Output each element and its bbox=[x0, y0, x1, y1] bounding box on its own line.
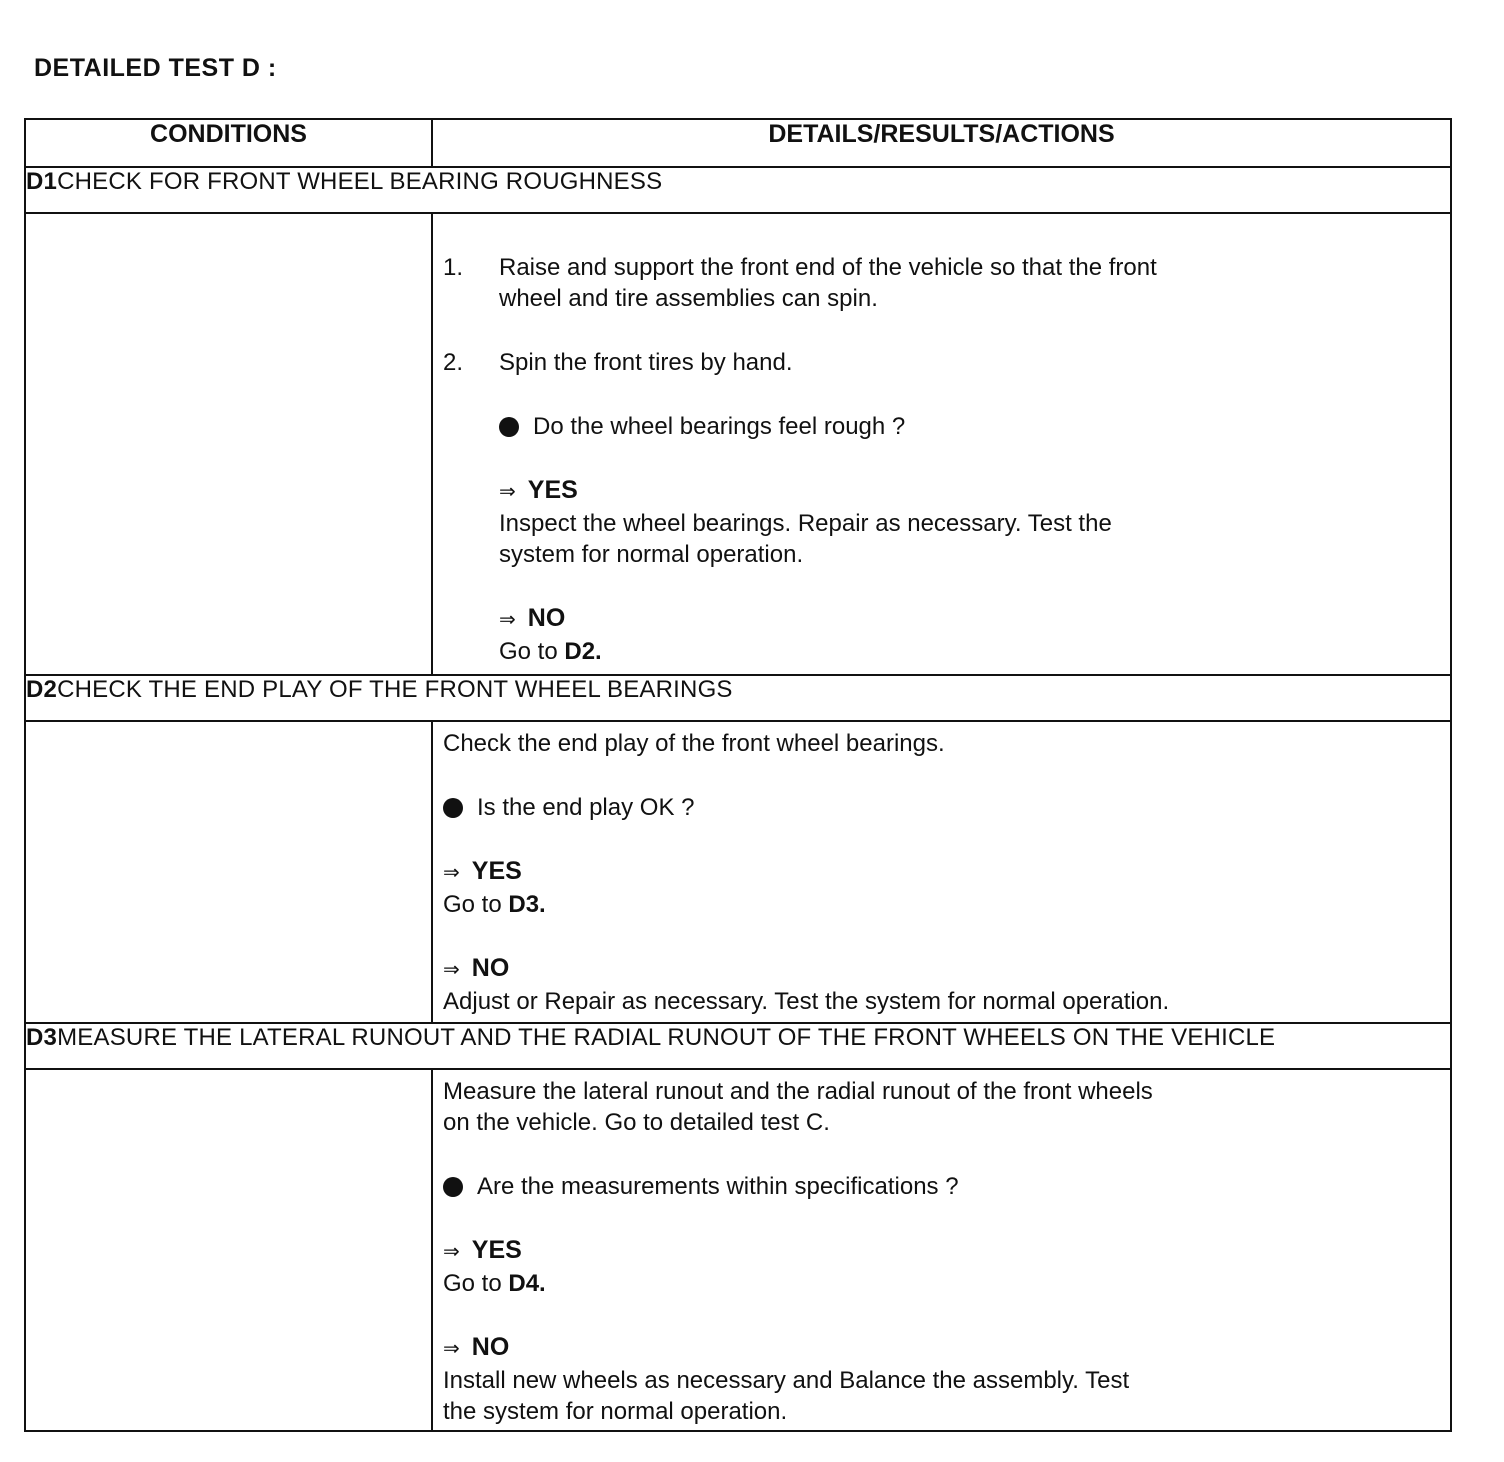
instruction-text: on the vehicle. Go to detailed test C. bbox=[443, 1109, 830, 1136]
no-action: Install new wheels as necessary and Balance the assembly. Test bbox=[443, 1367, 1130, 1394]
question bbox=[443, 792, 1440, 823]
question bbox=[499, 411, 1440, 442]
no-action: the system for normal operation. bbox=[443, 1398, 788, 1425]
step-title: CHECK FOR FRONT WHEEL BEARING ROUGHNESS bbox=[57, 168, 663, 195]
test-table bbox=[24, 118, 1452, 1432]
question bbox=[443, 1171, 1440, 1202]
step-heading-d2 bbox=[25, 675, 1451, 721]
instruction-number: 2. bbox=[443, 349, 464, 376]
no-label: NO bbox=[471, 1333, 510, 1361]
bullet-icon bbox=[443, 1177, 463, 1197]
yes-action: Go to D4. bbox=[443, 1270, 546, 1297]
arrow-icon: ⇒ bbox=[443, 862, 460, 884]
step-body-row bbox=[25, 721, 1451, 1023]
table-header-row bbox=[25, 119, 1451, 167]
instruction-text: Check the end play of the front wheel bearings. bbox=[443, 730, 945, 757]
arrow-icon: ⇒ bbox=[499, 481, 516, 503]
instruction-1 bbox=[443, 252, 1440, 314]
details-cell-d2 bbox=[432, 721, 1451, 1023]
question-text: Are the measurements within specifications ? bbox=[477, 1173, 959, 1200]
step-title: MEASURE THE LATERAL RUNOUT AND THE RADIAL RUNOUT OF THE FRONT WHEELS ON THE VEHICLE bbox=[57, 1024, 1276, 1051]
step-id: D2 bbox=[26, 676, 58, 703]
instruction-text: Measure the lateral runout and the radial runout of the front wheels bbox=[443, 1078, 1153, 1105]
step-heading-row bbox=[25, 1023, 1451, 1069]
conditions-cell bbox=[25, 721, 432, 1023]
instruction-2 bbox=[443, 347, 1440, 378]
details-cell-d1 bbox=[432, 213, 1451, 675]
conditions-header: CONDITIONS bbox=[25, 119, 432, 167]
conditions-cell bbox=[25, 213, 432, 675]
no-action: Go to D2. bbox=[499, 638, 602, 665]
no-result bbox=[443, 1332, 1440, 1365]
instruction-text: Spin the front tires by hand. bbox=[499, 349, 793, 376]
instruction-text: Raise and support the front end of the vehicle so that the front bbox=[499, 254, 1157, 281]
yes-result bbox=[443, 856, 1440, 889]
yes-label: YES bbox=[471, 1236, 522, 1264]
no-action: Adjust or Repair as necessary. Test the system for normal operation. bbox=[443, 988, 1170, 1015]
step-body-row bbox=[25, 1069, 1451, 1431]
arrow-icon: ⇒ bbox=[443, 1338, 460, 1360]
yes-result bbox=[499, 475, 1440, 508]
details-header: DETAILS/RESULTS/ACTIONS bbox=[432, 119, 1451, 167]
step-id: D3 bbox=[26, 1024, 58, 1051]
yes-action: Inspect the wheel bearings. Repair as necessary. Test the bbox=[499, 510, 1112, 537]
details-cell-d3 bbox=[432, 1069, 1451, 1431]
step-title: CHECK THE END PLAY OF THE FRONT WHEEL BEARINGS bbox=[57, 676, 733, 703]
yes-label: YES bbox=[527, 476, 578, 504]
step-link: D2. bbox=[564, 638, 602, 665]
bullet-icon bbox=[499, 417, 519, 437]
no-result bbox=[499, 603, 1440, 636]
step-heading-d1 bbox=[25, 167, 1451, 213]
yes-action: system for normal operation. bbox=[499, 541, 804, 568]
question-text: Do the wheel bearings feel rough ? bbox=[533, 413, 906, 440]
step-link: D3. bbox=[508, 891, 546, 918]
no-label: NO bbox=[471, 954, 510, 982]
step-heading-d3 bbox=[25, 1023, 1451, 1069]
arrow-icon: ⇒ bbox=[443, 1241, 460, 1263]
page-title: DETAILED TEST D : bbox=[34, 54, 277, 82]
arrow-icon: ⇒ bbox=[499, 609, 516, 631]
step-heading-row bbox=[25, 167, 1451, 213]
yes-result bbox=[443, 1235, 1440, 1268]
arrow-icon: ⇒ bbox=[443, 959, 460, 981]
bullet-icon bbox=[443, 798, 463, 818]
question-text: Is the end play OK ? bbox=[477, 794, 695, 821]
instruction-number: 1. bbox=[443, 254, 464, 281]
conditions-cell bbox=[25, 1069, 432, 1431]
step-id: D1 bbox=[26, 168, 58, 195]
no-label: NO bbox=[527, 604, 566, 632]
step-body-row bbox=[25, 213, 1451, 675]
step-heading-row bbox=[25, 675, 1451, 721]
yes-action: Go to D3. bbox=[443, 891, 546, 918]
yes-label: YES bbox=[471, 857, 522, 885]
instruction-text: wheel and tire assemblies can spin. bbox=[499, 285, 878, 312]
step-link: D4. bbox=[508, 1270, 546, 1297]
no-result bbox=[443, 953, 1440, 986]
